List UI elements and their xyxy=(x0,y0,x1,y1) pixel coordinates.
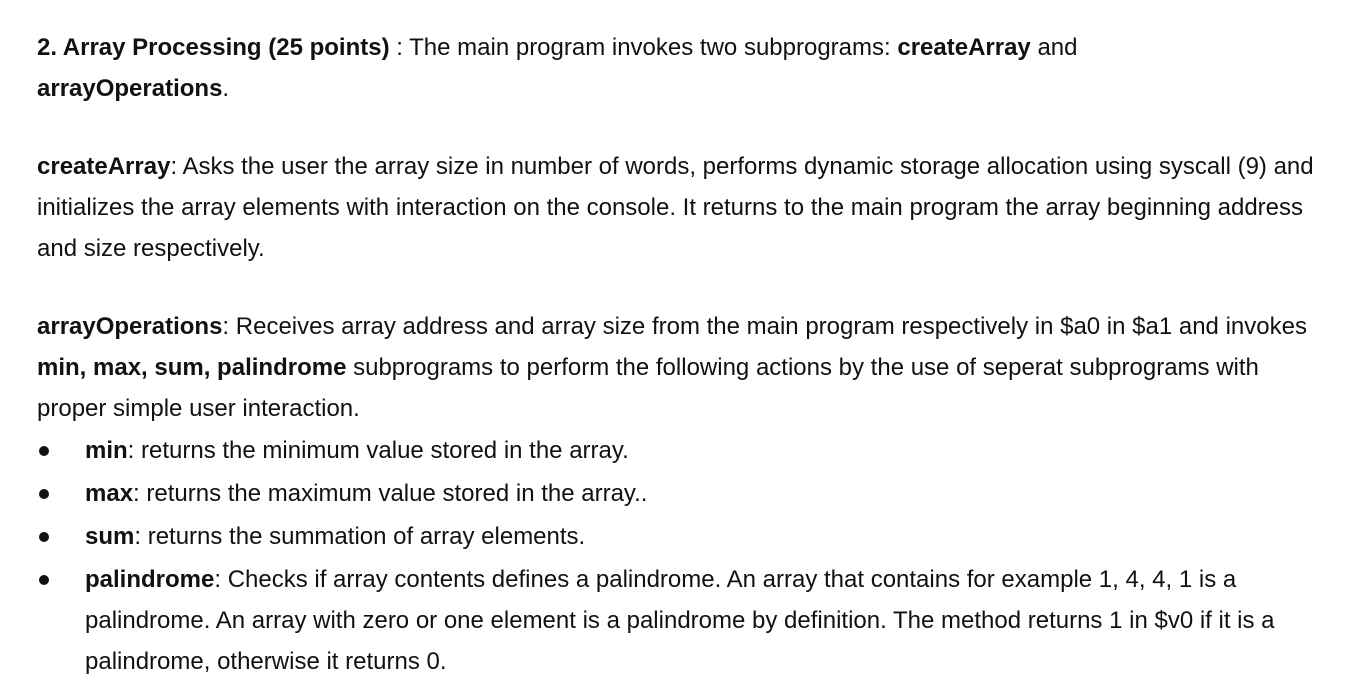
heading-paragraph xyxy=(37,27,1322,109)
arrayoperations-description-1: : Receives array address and array size from the main program respectively in $a0 in $a1 and invokes xyxy=(222,313,1307,340)
bullet-text: : returns the minimum value stored in the array. xyxy=(127,437,629,464)
bullet-term: palindrome xyxy=(85,566,215,593)
heading-intro: : The main program invokes two subprograms: xyxy=(389,34,898,61)
subprogram-list: min, max, sum, palindrome xyxy=(37,354,347,381)
subprogram-createarray: createArray xyxy=(897,34,1031,61)
arrayoperations-term: arrayOperations xyxy=(37,313,223,340)
bullet-term: sum xyxy=(85,523,135,550)
bullet-icon xyxy=(39,575,49,585)
bullet-text: : Checks if array contents defines a palindrome. An array that contains for example 1, 4, 4, 1 is a palindrome. An array with zero or one element is a palindrome by definition. The method returns 1 in $v0 if it is a palindrome, otherwise it returns 0. xyxy=(85,566,1275,675)
heading-and: and xyxy=(1030,34,1078,61)
bullet-text: : returns the maximum value stored in the array.. xyxy=(133,480,648,507)
question-title: 2. Array Processing (25 points) xyxy=(37,34,390,61)
bullet-sum xyxy=(37,516,1322,557)
createarray-description: : Asks the user the array size in number of words, performs dynamic storage allocation using syscall (9) and initializes the array elements with interaction on the console. It returns to the main program the array beginning address and size respectively. xyxy=(37,153,1314,262)
heading-period: . xyxy=(222,75,230,102)
bullet-max xyxy=(37,473,1322,514)
bullet-term: max xyxy=(85,480,134,507)
bullet-icon xyxy=(39,489,49,499)
bullet-text: : returns the summation of array elements. xyxy=(134,523,586,550)
createarray-paragraph xyxy=(37,146,1322,269)
bullet-min xyxy=(37,430,1322,471)
arrayoperations-paragraph xyxy=(37,306,1322,429)
bullet-palindrome xyxy=(37,559,1322,682)
createarray-term: createArray xyxy=(37,153,171,180)
arrayoperations-description-2: subprograms to perform the following actions by the use of seperat subprograms with proper simple user interaction. xyxy=(37,354,1259,422)
bullet-icon xyxy=(39,446,49,456)
subprogram-arrayoperations: arrayOperations xyxy=(37,75,223,102)
bullet-term: min xyxy=(85,437,128,464)
bullet-icon xyxy=(39,532,49,542)
subprogram-bullet-list xyxy=(37,430,1322,682)
